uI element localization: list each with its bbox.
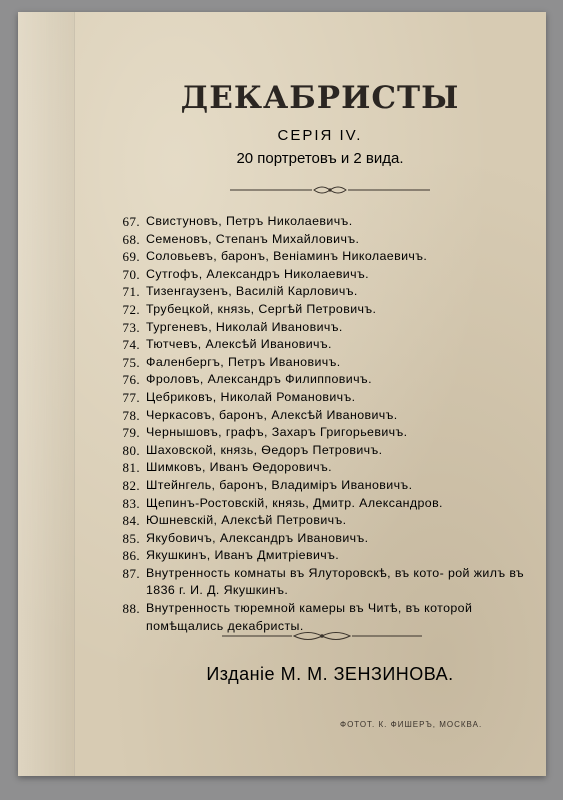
item-text: Чернышовъ, графъ, Захаръ Григорьевичъ. bbox=[146, 425, 408, 440]
list-item bbox=[110, 283, 530, 301]
item-text: Фаленбергъ, Петръ Ивановичъ. bbox=[146, 354, 341, 369]
item-text: Юшневскій, Алексѣй Петровичъ. bbox=[146, 513, 347, 528]
item-text: Внутренность тюремной камеры въ Читѣ, въ которой помѣщались декабристы. bbox=[146, 601, 473, 633]
ornament-divider-top bbox=[230, 184, 430, 196]
list-item bbox=[110, 459, 530, 477]
item-text: Щепинъ-Ростовскій, князь, Дмитр. Александров. bbox=[146, 495, 443, 510]
item-number: 77. bbox=[122, 389, 140, 405]
list-item bbox=[110, 424, 530, 442]
item-text: Семеновъ, Степанъ Михайловичъ. bbox=[146, 231, 360, 246]
item-text: Шимковъ, Иванъ Ѳедоровичъ. bbox=[146, 460, 333, 475]
item-text: Внутренность комнаты въ Ялуторовскѣ, въ кото- рой жилъ въ 1836 г. И. Д. Якушкинъ. bbox=[146, 565, 525, 598]
list-item bbox=[110, 512, 530, 530]
list-item bbox=[110, 407, 530, 425]
item-number: 70. bbox=[122, 266, 140, 282]
list-item bbox=[110, 301, 530, 319]
list-item bbox=[110, 477, 530, 495]
ornament-divider-bottom bbox=[222, 630, 422, 642]
item-number: 74. bbox=[122, 337, 140, 353]
item-text: Тютчевъ, Алексѣй Ивановичъ. bbox=[146, 337, 332, 352]
list-item bbox=[110, 248, 530, 266]
item-number: 83. bbox=[122, 495, 140, 511]
list-item bbox=[110, 319, 530, 337]
item-number: 68. bbox=[122, 231, 140, 247]
item-number: 87. bbox=[122, 565, 140, 581]
item-number: 86. bbox=[122, 548, 140, 564]
item-text: Трубецкой, князь, Сергѣй Петровичъ. bbox=[146, 301, 377, 316]
photo-credit: ФОТОТ. К. ФИШЕРЪ, МОСКВА. bbox=[340, 720, 483, 729]
item-text: Штейнгель, баронъ, Владиміръ Ивановичъ. bbox=[146, 477, 413, 492]
item-number: 72. bbox=[122, 301, 140, 317]
cover-fold bbox=[18, 12, 75, 776]
publisher-line: Изданіе М. М. ЗЕНЗИНОВА. bbox=[206, 664, 454, 684]
item-text: Цебриковъ, Николай Романовичъ. bbox=[146, 389, 356, 404]
list-item bbox=[110, 442, 530, 460]
list-item bbox=[110, 213, 530, 231]
portrait-list bbox=[110, 213, 530, 635]
item-number: 79. bbox=[122, 425, 140, 441]
item-text: Якубовичъ, Александръ Ивановичъ. bbox=[146, 530, 369, 545]
item-number: 84. bbox=[122, 513, 140, 529]
list-item bbox=[110, 371, 530, 389]
item-number: 73. bbox=[122, 319, 140, 335]
subtitle: 20 портретовъ и 2 вида. bbox=[236, 150, 404, 167]
item-text: Фроловъ, Александръ Филипповичъ. bbox=[146, 372, 372, 387]
item-number: 78. bbox=[122, 407, 140, 423]
list-item bbox=[110, 266, 530, 284]
series-label: СЕРІЯ IV. bbox=[277, 127, 363, 144]
item-number: 85. bbox=[122, 530, 140, 546]
item-text: Свистуновъ, Петръ Николаевичъ. bbox=[146, 214, 353, 228]
page-title: ДЕКАБРИСТЫ bbox=[180, 80, 460, 116]
item-text: Соловьевъ, баронъ, Веніаминъ Николаевичъ. bbox=[146, 249, 428, 264]
list-item bbox=[110, 231, 530, 249]
item-number: 88. bbox=[122, 601, 140, 617]
item-number: 71. bbox=[122, 284, 140, 300]
list-item bbox=[110, 354, 530, 372]
item-text: Тургеневъ, Николай Ивановичъ. bbox=[146, 319, 343, 334]
item-number: 82. bbox=[122, 477, 140, 493]
item-text: Черкасовъ, баронъ, Алексѣй Ивановичъ. bbox=[146, 407, 398, 422]
item-text: Якушкинъ, Иванъ Дмитріевичъ. bbox=[146, 548, 340, 563]
item-number: 69. bbox=[122, 249, 140, 265]
item-text: Шаховской, князь, Ѳедоръ Петровичъ. bbox=[146, 442, 383, 457]
item-number: 80. bbox=[122, 442, 140, 458]
list-item bbox=[110, 336, 530, 354]
item-number: 76. bbox=[122, 372, 140, 388]
list-item bbox=[110, 530, 530, 548]
list-item bbox=[110, 495, 530, 513]
item-number: 81. bbox=[122, 460, 140, 476]
item-number: 75. bbox=[122, 354, 140, 370]
item-text: Тизенгаузенъ, Василій Карловичъ. bbox=[146, 284, 358, 299]
item-text: Сутгофъ, Александръ Николаевичъ. bbox=[146, 266, 369, 281]
list-item bbox=[110, 565, 530, 600]
item-number: 67. bbox=[122, 214, 140, 229]
list-item bbox=[110, 547, 530, 565]
list-item bbox=[110, 389, 530, 407]
